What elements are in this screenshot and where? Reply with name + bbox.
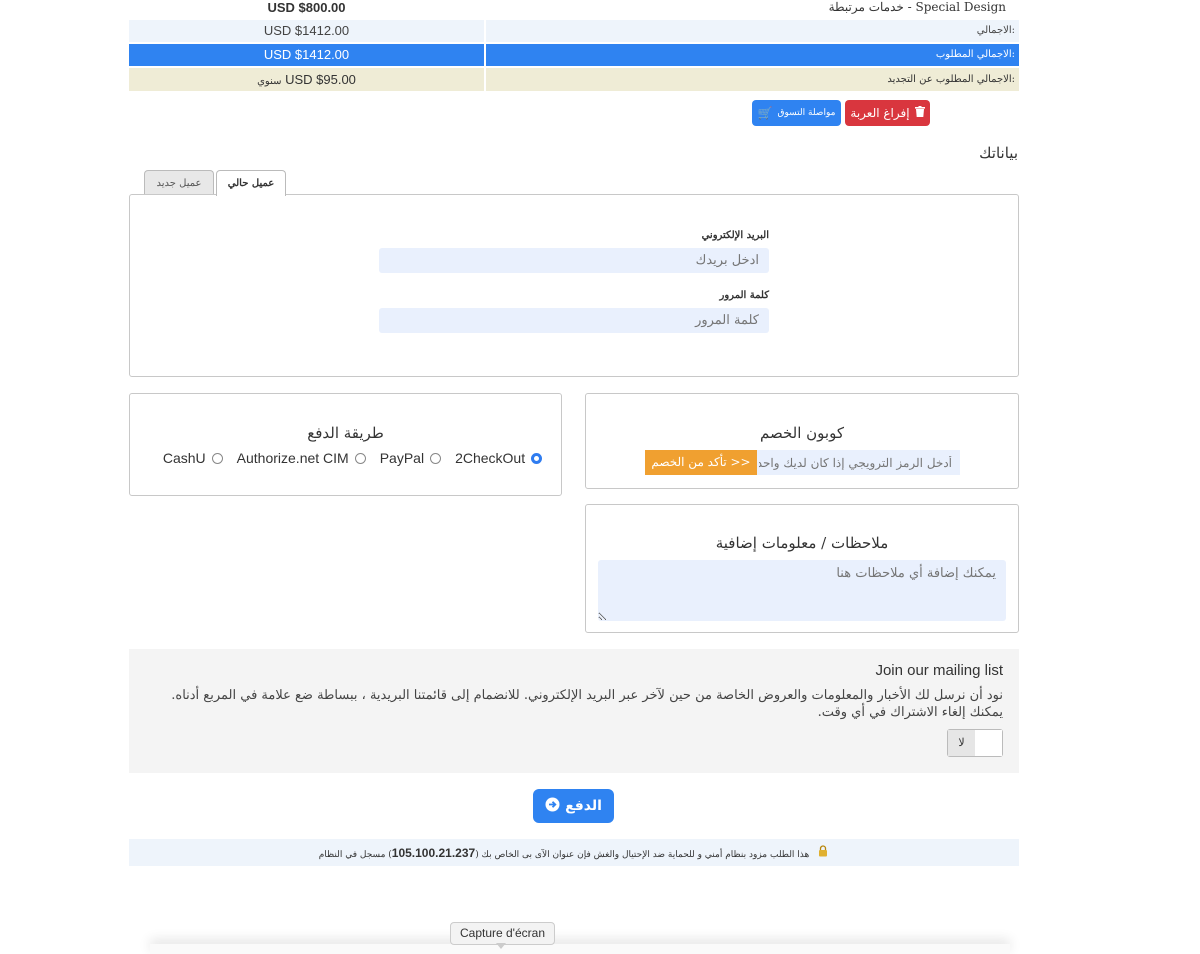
renewal-value [129, 68, 484, 91]
email-label: البريد الإلكتروني [701, 230, 769, 241]
tab-existing-customer[interactable]: عميل حالي [216, 170, 286, 196]
ip-address: 105.100.21.237 [391, 845, 476, 860]
payment-options [129, 450, 562, 466]
payment-option-label: Authorize.net CIM [236, 450, 349, 466]
lock-icon [817, 845, 829, 860]
arrow-circle-right-icon [545, 797, 560, 816]
toggle-handle[interactable] [975, 730, 1002, 756]
payment-option-label: PayPal [379, 450, 425, 466]
toggle-off-label: لا [948, 730, 975, 756]
payment-option-label: CashU [162, 450, 206, 466]
renewal-row [129, 68, 1019, 91]
trash-icon [915, 106, 925, 120]
pay-button-label: الدفع [565, 798, 602, 814]
payment-option-cashu[interactable] [163, 450, 223, 466]
coupon-input[interactable] [757, 450, 960, 475]
pay-button[interactable] [533, 789, 614, 823]
radio-button[interactable] [355, 453, 366, 464]
payment-option-label: 2CheckOut [455, 450, 526, 466]
security-text [319, 846, 810, 860]
coupon-title: كوبون الخصم [759, 424, 844, 442]
empty-cart-button[interactable] [845, 100, 930, 126]
radio-button[interactable] [212, 453, 223, 464]
password-field[interactable] [379, 308, 769, 333]
total-due-value: USD $1412.00 [129, 44, 484, 66]
screenshot-tooltip: Capture d'écran [450, 922, 555, 945]
details-heading: بياناتك [979, 144, 1018, 162]
renewal-suffix: سنوي [257, 76, 282, 87]
renewal-label: الاجمالي المطلوب عن التجديد: [486, 68, 1019, 91]
mailing-list-toggle[interactable] [947, 729, 1003, 757]
cart-icon: 🛒 [757, 106, 773, 120]
continue-shopping-button[interactable] [752, 100, 841, 126]
payment-title: طريقة الدفع [307, 424, 384, 442]
radio-button-selected[interactable] [531, 453, 542, 464]
continue-shopping-label: مواصلة التسوق [777, 108, 836, 118]
radio-button[interactable] [430, 453, 441, 464]
payment-option-2checkout[interactable] [455, 450, 542, 466]
renewal-amount: USD $95.00 [285, 72, 356, 87]
payment-option-paypal[interactable] [380, 450, 441, 466]
total-value: USD $1412.00 [129, 20, 484, 42]
total-row [129, 20, 1019, 42]
empty-cart-label: إفراغ العربة [850, 106, 910, 120]
tooltip-arrow [496, 943, 506, 949]
related-service-label: خدمات مرتبطة - Special Design [828, 0, 1006, 14]
payment-panel [129, 393, 562, 496]
notes-title: ملاحظات / معلومات إضافية [715, 534, 889, 552]
apply-coupon-button[interactable]: تأكد من الخصم >> [645, 450, 757, 475]
email-field[interactable] [379, 248, 769, 273]
notes-textarea[interactable] [598, 560, 1006, 621]
total-due-row [129, 44, 1019, 66]
security-text-suffix: ) مسجل في النظام [318, 849, 392, 860]
security-notice [129, 839, 1019, 866]
security-text-prefix: هذا الطلب مزود بنظام أمني و للحماية ضد الإحتيال والغش فإن عنوان الآى بى الخاص بك ( [475, 849, 810, 860]
total-label: الاجمالي: [486, 20, 1019, 42]
total-due-label: الاجمالي المطلوب: [486, 44, 1019, 66]
mailing-list-text: نود أن نرسل لك الأخبار والمعلومات والعروض الخاصة من حين لآخر عبر البريد الإلكتروني. للانضمام إلى قائمتنا البريدية ، ببساطة ضع علامة في المربع أدناه. يمكنك إلغاء الاشتراك في أي وقت. [171, 688, 1003, 720]
payment-option-authorize[interactable] [237, 450, 366, 466]
bottom-shadow [150, 944, 1010, 954]
related-service-price: USD $800.00 [267, 0, 346, 15]
tab-new-customer[interactable]: عميل جديد [144, 170, 214, 195]
password-label: كلمة المرور [719, 290, 769, 301]
mailing-list-title: Join our mailing list [875, 662, 1003, 679]
login-panel [129, 194, 1019, 377]
